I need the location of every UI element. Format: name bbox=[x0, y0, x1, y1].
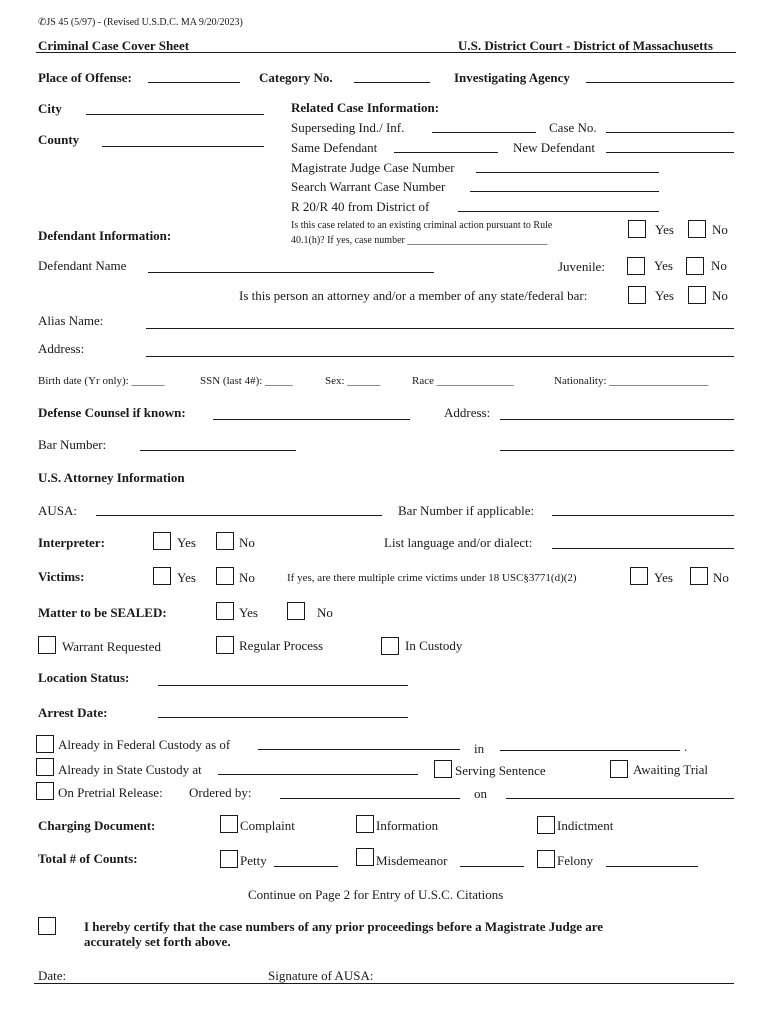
continue-note: Continue on Page 2 for Entry of U.S.C. Citations bbox=[248, 887, 504, 902]
juvenile-no-label: No bbox=[711, 258, 727, 273]
multiple-victims-yes-label: Yes bbox=[654, 570, 673, 585]
state-custody-checkbox[interactable] bbox=[36, 758, 54, 776]
magistrate-label: Magistrate Judge Case Number bbox=[291, 160, 455, 175]
counsel-bar-label: Bar Number: bbox=[38, 437, 107, 452]
signature-line[interactable] bbox=[34, 983, 734, 984]
certify-line-1: I hereby certify that the case numbers of any prior proceedings before a Magistrate Judge are bbox=[84, 919, 604, 934]
related-case-heading: Related Case Information: bbox=[291, 100, 440, 115]
interpreter-no-checkbox[interactable] bbox=[216, 532, 234, 550]
new-defendant-field[interactable] bbox=[606, 152, 734, 153]
rule-yes-label: Yes bbox=[655, 222, 674, 237]
ordered-by-field[interactable] bbox=[280, 798, 460, 799]
ausa-label: AUSA: bbox=[38, 503, 78, 518]
victims-yes-checkbox[interactable] bbox=[153, 567, 171, 585]
arrest-date-label: Arrest Date: bbox=[38, 705, 108, 720]
state-custody-label: Already in State Custody at bbox=[58, 762, 202, 777]
ausa-bar-field[interactable] bbox=[552, 515, 734, 516]
attorney-yes-label: Yes bbox=[655, 288, 674, 303]
ausa-field[interactable] bbox=[96, 515, 382, 516]
multiple-victims-question: If yes, are there multiple crime victims under 18 USC§3771(d)(2) bbox=[287, 572, 577, 584]
information-checkbox[interactable] bbox=[356, 815, 374, 833]
indictment-label: Indictment bbox=[557, 818, 614, 833]
alias-label: Alias Name: bbox=[38, 313, 104, 328]
attorney-no-label: No bbox=[712, 288, 728, 303]
federal-custody-checkbox[interactable] bbox=[36, 735, 54, 753]
sealed-no-label: No bbox=[317, 605, 333, 620]
serving-sentence-checkbox[interactable] bbox=[434, 760, 452, 778]
sex-label[interactable]: Sex: ______ bbox=[325, 375, 381, 387]
defense-counsel-field[interactable] bbox=[213, 419, 410, 420]
signature-label: Signature of AUSA: bbox=[268, 968, 374, 983]
awaiting-trial-label: Awaiting Trial bbox=[633, 762, 709, 777]
nationality-label[interactable]: Nationality: __________________ bbox=[554, 375, 709, 387]
rule-question-line2: 40.1(h)? If yes, case number ____________________________ bbox=[291, 235, 548, 246]
charging-document-label: Charging Document: bbox=[38, 818, 156, 833]
serving-sentence-label: Serving Sentence bbox=[455, 763, 546, 778]
multiple-victims-yes-checkbox[interactable] bbox=[630, 567, 648, 585]
location-status-field[interactable] bbox=[158, 685, 408, 686]
location-status-label: Location Status: bbox=[38, 670, 130, 685]
attorney-yes-checkbox[interactable] bbox=[628, 286, 646, 304]
rule-yes-checkbox[interactable] bbox=[628, 220, 646, 238]
sealed-yes-checkbox[interactable] bbox=[216, 602, 234, 620]
r20-label: R 20/R 40 from District of bbox=[291, 199, 430, 214]
counsel-address-field[interactable] bbox=[500, 419, 734, 420]
misdemeanor-count-field[interactable] bbox=[460, 866, 524, 867]
defendant-heading: Defendant Information: bbox=[38, 228, 172, 243]
victims-label: Victims: bbox=[38, 569, 85, 584]
ordered-by-label: Ordered by: bbox=[189, 785, 252, 800]
defendant-name-label: Defendant Name bbox=[38, 258, 127, 273]
interpreter-label: Interpreter: bbox=[38, 535, 105, 550]
search-warrant-field[interactable] bbox=[470, 191, 659, 192]
state-custody-field[interactable] bbox=[218, 774, 418, 775]
language-field[interactable] bbox=[552, 548, 734, 549]
federal-custody-date-field[interactable] bbox=[258, 749, 460, 750]
pretrial-release-label: On Pretrial Release: bbox=[58, 785, 163, 800]
address-field[interactable] bbox=[146, 356, 734, 357]
header-divider bbox=[36, 52, 736, 53]
counsel-bar-field[interactable] bbox=[140, 450, 296, 451]
federal-custody-location-field[interactable] bbox=[500, 750, 680, 751]
warrant-requested-label: Warrant Requested bbox=[62, 639, 161, 654]
complaint-label: Complaint bbox=[240, 818, 295, 833]
superseding-field[interactable] bbox=[432, 132, 536, 133]
victims-no-label: No bbox=[239, 570, 255, 585]
multiple-victims-no-label: No bbox=[713, 570, 729, 585]
county-label: County bbox=[38, 132, 80, 147]
misdemeanor-label: Misdemeanor bbox=[376, 853, 448, 868]
interpreter-yes-label: Yes bbox=[177, 535, 196, 550]
same-defendant-field[interactable] bbox=[394, 152, 498, 153]
certify-checkbox[interactable] bbox=[38, 917, 56, 935]
same-defendant-label: Same Defendant bbox=[291, 140, 378, 155]
counsel-address-label: Address: bbox=[444, 405, 491, 420]
certify-line-2: accurately set forth above. bbox=[84, 934, 231, 949]
pretrial-on-label: on bbox=[474, 786, 487, 801]
juvenile-yes-label: Yes bbox=[654, 258, 673, 273]
interpreter-no-label: No bbox=[239, 535, 255, 550]
information-label: Information bbox=[376, 818, 439, 833]
pretrial-on-field[interactable] bbox=[506, 798, 734, 799]
city-field[interactable] bbox=[86, 114, 264, 115]
juvenile-no-checkbox[interactable] bbox=[686, 257, 704, 275]
felony-checkbox[interactable] bbox=[537, 850, 555, 868]
rule-no-checkbox[interactable] bbox=[688, 220, 706, 238]
date-label: Date: bbox=[38, 968, 67, 983]
agency-label: Investigating Agency bbox=[454, 70, 570, 85]
defendant-name-field[interactable] bbox=[148, 272, 434, 273]
rule-no-label: No bbox=[712, 222, 728, 237]
federal-period: . bbox=[684, 739, 688, 754]
ausa-bar-label: Bar Number if applicable: bbox=[398, 503, 535, 518]
ssn-label[interactable]: SSN (last 4#): _____ bbox=[200, 375, 293, 387]
attorney-no-checkbox[interactable] bbox=[688, 286, 706, 304]
arrest-date-field[interactable] bbox=[158, 717, 408, 718]
county-field[interactable] bbox=[102, 146, 264, 147]
victims-no-checkbox[interactable] bbox=[216, 567, 234, 585]
warrant-requested-checkbox[interactable] bbox=[38, 636, 56, 654]
attorney-question: Is this person an attorney and/or a member of any state/federal bar: bbox=[239, 288, 588, 303]
alias-field[interactable] bbox=[146, 328, 734, 329]
sealed-no-checkbox[interactable] bbox=[287, 602, 305, 620]
birth-date-label[interactable]: Birth date (Yr only): ______ bbox=[38, 375, 165, 387]
race-label[interactable]: Race ______________ bbox=[412, 375, 514, 387]
defense-counsel-label: Defense Counsel if known: bbox=[38, 405, 186, 420]
search-warrant-label: Search Warrant Case Number bbox=[291, 179, 446, 194]
agency-field[interactable] bbox=[586, 82, 734, 83]
petty-checkbox[interactable] bbox=[220, 850, 238, 868]
category-field[interactable] bbox=[354, 82, 430, 83]
petty-count-field[interactable] bbox=[274, 866, 338, 867]
juvenile-label: Juvenile: bbox=[558, 259, 605, 274]
sealed-label: Matter to be SEALED: bbox=[38, 605, 167, 620]
federal-custody-label: Already in Federal Custody as of bbox=[58, 737, 231, 752]
regular-process-checkbox[interactable] bbox=[216, 636, 234, 654]
form-id: ✆JS 45 (5/97) - (Revised U.S.D.C. MA 9/20/2023) bbox=[38, 17, 243, 28]
indictment-checkbox[interactable] bbox=[537, 816, 555, 834]
address-label: Address: bbox=[38, 341, 85, 356]
felony-count-field[interactable] bbox=[606, 866, 698, 867]
place-of-offense-label: Place of Offense: bbox=[38, 70, 132, 85]
petty-label: Petty bbox=[240, 853, 267, 868]
city-label: City bbox=[38, 101, 62, 116]
in-custody-checkbox[interactable] bbox=[381, 637, 399, 655]
counsel-address-field-2[interactable] bbox=[500, 450, 734, 451]
in-custody-label: In Custody bbox=[405, 638, 463, 653]
sealed-yes-label: Yes bbox=[239, 605, 258, 620]
misdemeanor-checkbox[interactable] bbox=[356, 848, 374, 866]
case-no-field[interactable] bbox=[606, 132, 734, 133]
new-defendant-label: New Defendant bbox=[513, 140, 595, 155]
regular-process-label: Regular Process bbox=[239, 638, 324, 653]
us-attorney-heading: U.S. Attorney Information bbox=[38, 470, 185, 485]
case-no-label: Case No. bbox=[549, 120, 597, 135]
magistrate-field[interactable] bbox=[476, 172, 659, 173]
victims-yes-label: Yes bbox=[177, 570, 196, 585]
pretrial-release-checkbox[interactable] bbox=[36, 782, 54, 800]
rule-question-line1: Is this case related to an existing criminal action pursuant to Rule bbox=[291, 220, 553, 231]
language-label: List language and/or dialect: bbox=[384, 535, 533, 550]
form-title: Criminal Case Cover Sheet bbox=[38, 38, 190, 53]
juvenile-yes-checkbox[interactable] bbox=[627, 257, 645, 275]
court-name: U.S. District Court - District of Massachusetts bbox=[458, 38, 713, 53]
federal-in-label: in bbox=[474, 741, 485, 756]
felony-label: Felony bbox=[557, 853, 594, 868]
complaint-checkbox[interactable] bbox=[220, 815, 238, 833]
category-label: Category No. bbox=[259, 70, 333, 85]
r20-field[interactable] bbox=[458, 211, 659, 212]
awaiting-trial-checkbox[interactable] bbox=[610, 760, 628, 778]
place-of-offense-field[interactable] bbox=[148, 82, 240, 83]
superseding-label: Superseding Ind./ Inf. bbox=[291, 120, 405, 135]
interpreter-yes-checkbox[interactable] bbox=[153, 532, 171, 550]
total-counts-label: Total # of Counts: bbox=[38, 851, 138, 866]
multiple-victims-no-checkbox[interactable] bbox=[690, 567, 708, 585]
